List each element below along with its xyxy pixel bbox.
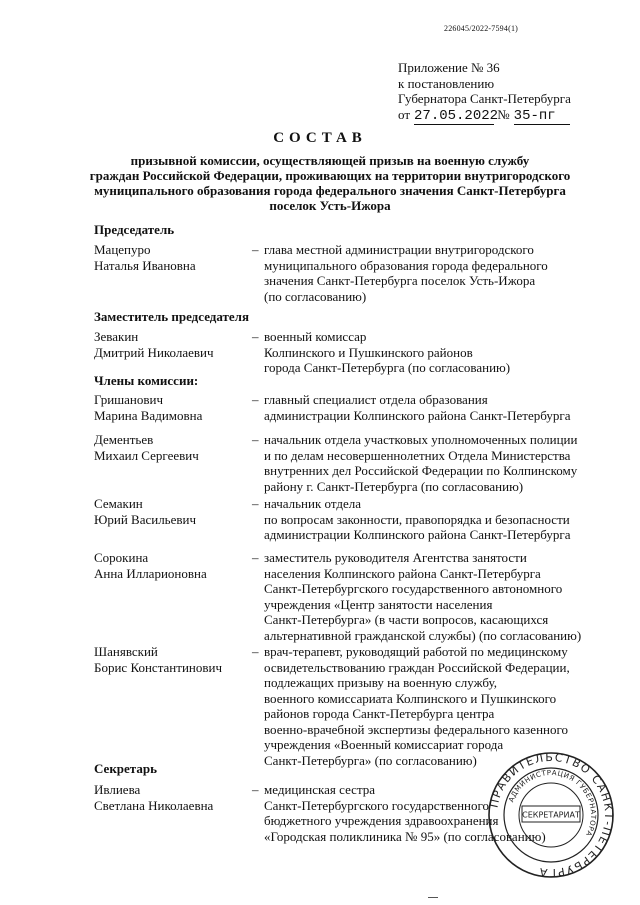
decree-number: 35-пг — [514, 109, 570, 126]
member-dash: – — [252, 329, 259, 344]
position-line: значения Санкт-Петербурга поселок Усть-Ижора — [264, 273, 536, 288]
position-line: администрации Колпинского района Санкт-Петербурга — [264, 407, 571, 423]
position-line: Санкт-Петербурга» (в части вопросов, касающихся — [264, 612, 549, 627]
member-surname: Дементьев — [94, 432, 154, 447]
position-line: по вопросам законности, правопорядка и безопасности — [264, 511, 570, 527]
position-line: главный специалист отдела образования — [264, 392, 488, 407]
position-line: Колпинского и Пушкинского районов — [264, 344, 473, 360]
appendix-date-line — [398, 107, 571, 126]
position-line: глава местной администрации внутригородского — [264, 242, 534, 257]
member-dash: – — [252, 644, 259, 659]
position-line: врач-терапевт, руководящий работой по медицинскому — [264, 644, 568, 659]
document-subtitle — [60, 153, 600, 213]
section-members: Члены комиссии: — [94, 373, 199, 388]
member-given-names: Дмитрий Николаевич — [94, 344, 214, 360]
member-surname: Сорокина — [94, 550, 149, 565]
subtitle-line-2: граждан Российской Федерации, проживающих на территории внутригородского — [89, 168, 571, 183]
member-given-names: Михаил Сергеевич — [94, 447, 199, 463]
position-line: военно-врачебной экспертизы федерального казенного — [264, 721, 568, 737]
member-surname: Шанявский — [94, 644, 158, 659]
member-given-names: Борис Константинович — [94, 659, 222, 675]
position-line: внутренних дел Российской Федерации по Колпинскому — [264, 463, 578, 478]
position-line: бюджетного учреждения здравоохранения — [264, 813, 499, 828]
appendix-line-3: Губернатора Санкт-Петербурга — [398, 91, 571, 106]
seal-center-text: СЕКРЕТАРИАТ — [522, 810, 580, 820]
position-line: заместитель руководителя Агентства занятости — [264, 550, 527, 565]
member-given-names: Светлана Николаевна — [94, 797, 214, 813]
position-line: подлежащих призыву на военную службу, — [264, 675, 497, 690]
position-line: военного комиссариата Колпинского и Пушкинского — [264, 690, 557, 706]
position-line: начальник отдела участковых уполномоченных полиции — [264, 432, 578, 447]
document-id: 226045/2022-7594(1) — [444, 24, 519, 33]
member-position — [264, 242, 614, 304]
position-line: города Санкт-Петербурга (по согласованию) — [264, 360, 511, 375]
member-position — [264, 496, 614, 543]
section-secretary: Секретарь — [94, 761, 157, 776]
member-dash: – — [252, 392, 259, 407]
position-line: муниципального образования города федерального — [264, 257, 548, 273]
member-given-names: Марина Вадимовна — [94, 407, 203, 423]
position-line: (по согласованию) — [264, 288, 367, 304]
appendix-block — [398, 60, 571, 125]
position-line: Санкт-Петербургского государственного — [264, 797, 489, 813]
member-dash: – — [252, 496, 259, 511]
position-line: районов города Санкт-Петербурга центра — [264, 706, 495, 721]
member-name — [94, 242, 244, 273]
member-given-names: Анна Илларионовна — [94, 565, 207, 581]
member-position — [264, 329, 614, 376]
member-surname: Ивлиева — [94, 782, 141, 797]
position-line: учреждения «Центр занятости населения — [264, 596, 493, 612]
number-label: № — [497, 106, 510, 122]
position-line: «Городская поликлиника № 95» (по согласованию) — [264, 828, 546, 844]
position-line: Санкт-Петербургского государственного автономного — [264, 581, 563, 596]
from-label: от — [398, 106, 411, 122]
position-line: населения Колпинского района Санкт-Петербурга — [264, 565, 541, 581]
member-name — [94, 782, 244, 813]
position-line: району г. Санкт-Петербурга (по согласованию) — [264, 478, 524, 494]
decree-date: 27.05.2022 — [414, 107, 499, 124]
member-name — [94, 496, 244, 527]
position-line: освидетельствованию граждан Российской Федерации, — [264, 659, 570, 675]
subtitle-line-3: муниципального образования города федерального значения Санкт-Петербурга — [94, 183, 566, 198]
member-position — [264, 432, 614, 494]
document-title: СОСТАВ — [273, 130, 367, 146]
section-chairman: Председатель — [94, 222, 175, 237]
section-deputy: Заместитель председателя — [94, 309, 250, 324]
member-dash: – — [252, 242, 259, 257]
seal-inner-text: АДМИНИСТРАЦИЯ ГУБЕРНАТОРА — [507, 768, 598, 838]
position-line: и по делам несовершеннолетних Отдела Министерства — [264, 447, 571, 463]
member-name — [94, 392, 244, 423]
position-line: Санкт-Петербурга» (по согласованию) — [264, 752, 477, 768]
member-position — [264, 550, 614, 643]
position-line: учреждения «Военный комиссариат города — [264, 737, 504, 752]
member-given-names: Наталья Ивановна — [94, 257, 196, 273]
position-line: альтернативной гражданской службы) (по согласованию) — [264, 627, 582, 643]
member-name — [94, 432, 244, 463]
official-seal — [486, 750, 616, 880]
member-dash: – — [252, 550, 259, 565]
member-surname: Мацепуро — [94, 242, 151, 257]
subtitle-line-1: призывной комиссии, осуществляющей призыв на военную службу — [130, 153, 530, 168]
member-dash: – — [252, 782, 259, 797]
appendix-line-2: к постановлению — [398, 75, 495, 91]
position-line: администрации Колпинского района Санкт-Петербурга — [264, 527, 571, 542]
member-given-names: Юрий Васильевич — [94, 511, 197, 527]
member-name — [94, 644, 244, 675]
member-position — [264, 392, 614, 423]
member-surname: Гришанович — [94, 392, 164, 407]
member-surname: Зевакин — [94, 329, 139, 344]
appendix-line-1: Приложение № 36 — [398, 60, 500, 75]
member-name — [94, 550, 244, 581]
member-dash: – — [252, 432, 259, 447]
position-line: начальник отдела — [264, 496, 362, 511]
subtitle-line-4: поселок Усть-Ижора — [269, 198, 391, 213]
member-name — [94, 329, 244, 360]
page-mark — [428, 897, 438, 898]
seal-ring-text: ПРАВИТЕЛЬСТВО САНКТ-ПЕТЕРБУРГА — [487, 750, 616, 880]
position-line: военный комиссар — [264, 329, 367, 344]
member-surname: Семакин — [94, 496, 143, 511]
position-line: медицинская сестра — [264, 782, 376, 797]
